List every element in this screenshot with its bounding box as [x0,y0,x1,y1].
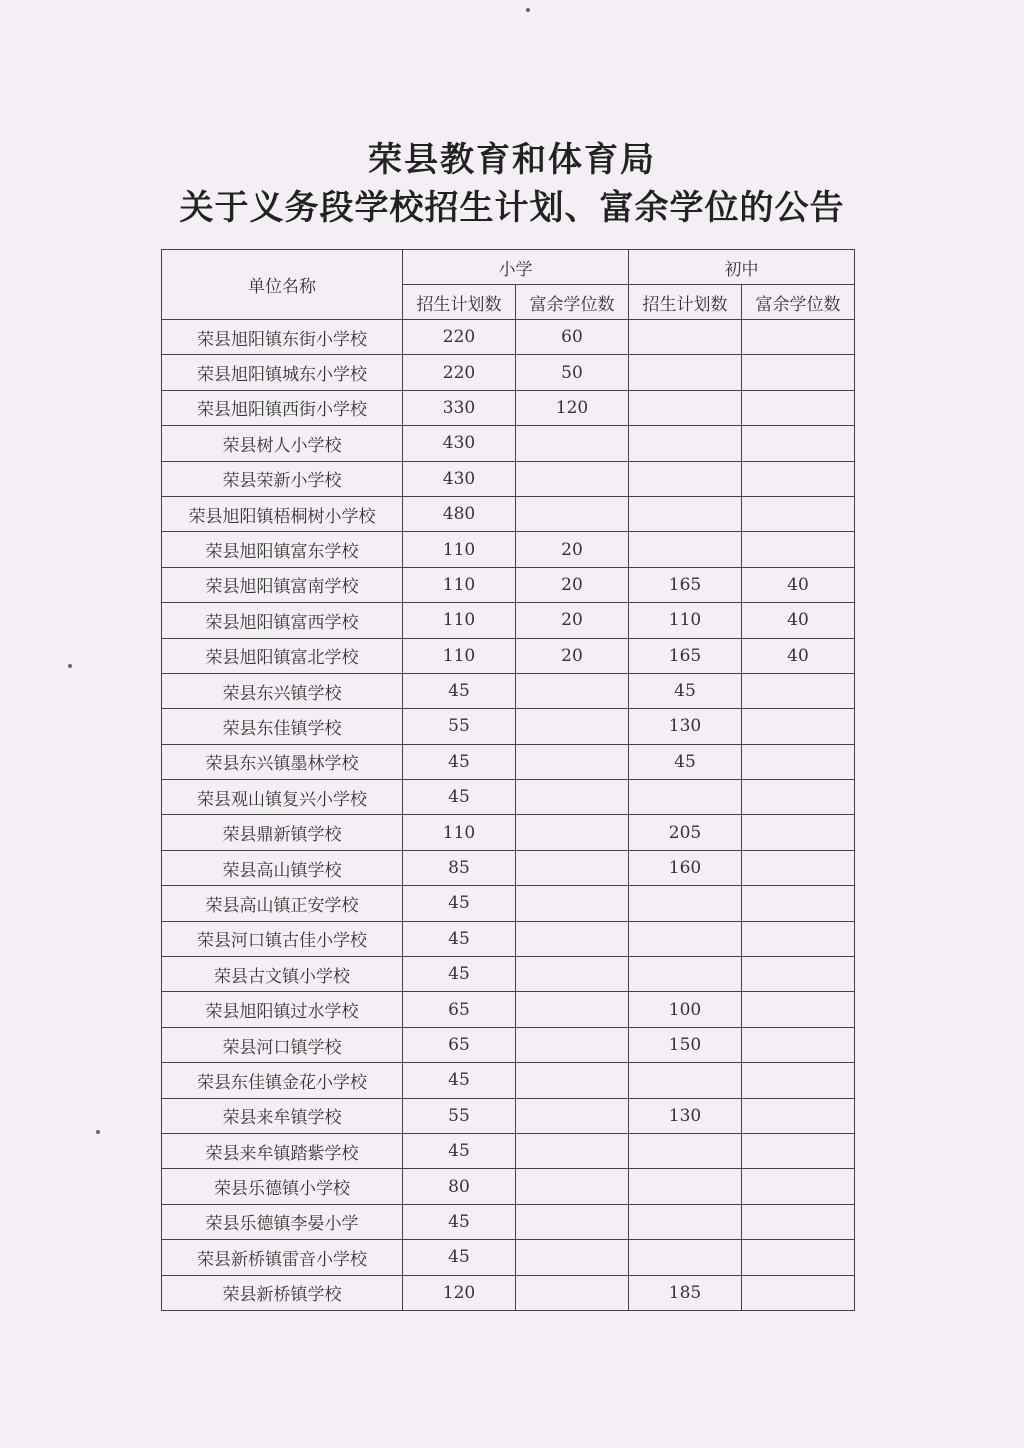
cell-primary-enroll-plan: 110 [403,815,516,850]
cell-junior-surplus-seats [742,426,855,461]
cell-junior-surplus-seats [742,1063,855,1098]
cell-junior-enroll-plan [629,532,742,567]
cell-junior-enroll-plan: 45 [629,744,742,779]
cell-junior-enroll-plan: 165 [629,638,742,673]
cell-junior-surplus-seats [742,850,855,885]
table-body [162,320,855,1311]
table-row [162,992,855,1027]
header-primary: 小学 [403,250,629,285]
cell-primary-enroll-plan: 45 [403,673,516,708]
scan-speck [96,1130,100,1134]
cell-junior-surplus-seats [742,815,855,850]
header-primary-surplus-seats: 富余学位数 [516,285,629,320]
cell-junior-surplus-seats [742,532,855,567]
cell-primary-surplus-seats [516,992,629,1027]
cell-junior-surplus-seats: 40 [742,638,855,673]
cell-primary-surplus-seats [516,709,629,744]
table-row [162,461,855,496]
table-row [162,1063,855,1098]
cell-school-name: 荣县河口镇古佳小学校 [162,921,403,956]
cell-primary-surplus-seats: 50 [516,355,629,390]
cell-school-name: 荣县旭阳镇富西学校 [162,603,403,638]
table-row [162,390,855,425]
table-row [162,567,855,602]
cell-junior-enroll-plan [629,355,742,390]
cell-primary-surplus-seats [516,461,629,496]
header-junior-enroll-plan: 招生计划数 [629,285,742,320]
table-row [162,603,855,638]
cell-junior-surplus-seats [742,1169,855,1204]
cell-school-name: 荣县高山镇学校 [162,850,403,885]
table-row [162,355,855,390]
cell-primary-enroll-plan: 65 [403,1027,516,1062]
cell-primary-enroll-plan: 45 [403,957,516,992]
cell-junior-surplus-seats [742,673,855,708]
cell-primary-enroll-plan: 110 [403,638,516,673]
cell-primary-surplus-seats [516,1275,629,1310]
header-unit-name: 单位名称 [162,250,403,320]
table-row [162,320,855,355]
cell-primary-enroll-plan: 55 [403,1098,516,1133]
cell-primary-surplus-seats [516,1098,629,1133]
cell-school-name: 荣县旭阳镇东街小学校 [162,320,403,355]
cell-primary-enroll-plan: 430 [403,426,516,461]
cell-primary-enroll-plan: 45 [403,744,516,779]
cell-junior-surplus-seats [742,992,855,1027]
cell-junior-surplus-seats [742,1098,855,1133]
cell-junior-surplus-seats [742,1133,855,1168]
cell-primary-enroll-plan: 80 [403,1169,516,1204]
cell-junior-enroll-plan [629,1169,742,1204]
cell-school-name: 荣县东兴镇墨林学校 [162,744,403,779]
cell-junior-surplus-seats [742,496,855,531]
cell-junior-enroll-plan: 150 [629,1027,742,1062]
header-junior: 初中 [629,250,855,285]
cell-junior-surplus-seats [742,1204,855,1239]
cell-junior-enroll-plan: 130 [629,709,742,744]
cell-junior-surplus-seats [742,744,855,779]
cell-primary-surplus-seats [516,426,629,461]
cell-junior-enroll-plan [629,886,742,921]
cell-junior-enroll-plan [629,921,742,956]
cell-junior-surplus-seats: 40 [742,603,855,638]
cell-primary-enroll-plan: 110 [403,532,516,567]
cell-primary-surplus-seats [516,1027,629,1062]
cell-school-name: 荣县东佳镇学校 [162,709,403,744]
cell-school-name: 荣县旭阳镇梧桐树小学校 [162,496,403,531]
cell-junior-surplus-seats [742,709,855,744]
cell-primary-enroll-plan: 220 [403,320,516,355]
enrollment-table [161,249,855,1311]
cell-junior-enroll-plan: 45 [629,673,742,708]
header-primary-enroll-plan: 招生计划数 [403,285,516,320]
table-row [162,673,855,708]
cell-school-name: 荣县来牟镇踏紫学校 [162,1133,403,1168]
cell-primary-enroll-plan: 330 [403,390,516,425]
cell-primary-enroll-plan: 45 [403,780,516,815]
cell-primary-enroll-plan: 65 [403,992,516,1027]
cell-school-name: 荣县东佳镇金花小学校 [162,1063,403,1098]
cell-junior-enroll-plan [629,1204,742,1239]
cell-primary-surplus-seats [516,1063,629,1098]
table-row [162,532,855,567]
cell-junior-enroll-plan: 205 [629,815,742,850]
cell-junior-surplus-seats [742,355,855,390]
cell-primary-enroll-plan: 430 [403,461,516,496]
cell-school-name: 荣县古文镇小学校 [162,957,403,992]
cell-primary-enroll-plan: 220 [403,355,516,390]
table-row [162,1098,855,1133]
cell-primary-surplus-seats: 20 [516,567,629,602]
cell-primary-surplus-seats: 20 [516,638,629,673]
cell-primary-enroll-plan: 110 [403,567,516,602]
cell-school-name: 荣县鼎新镇学校 [162,815,403,850]
cell-primary-surplus-seats [516,921,629,956]
table-row [162,850,855,885]
document-title: 荣县教育和体育局 [368,140,656,180]
cell-school-name: 荣县旭阳镇富南学校 [162,567,403,602]
cell-primary-enroll-plan: 85 [403,850,516,885]
cell-primary-surplus-seats [516,850,629,885]
table-row [162,426,855,461]
table-row [162,1204,855,1239]
cell-primary-surplus-seats [516,886,629,921]
cell-school-name: 荣县东兴镇学校 [162,673,403,708]
cell-school-name: 荣县旭阳镇富北学校 [162,638,403,673]
cell-school-name: 荣县新桥镇学校 [162,1275,403,1310]
cell-school-name: 荣县河口镇学校 [162,1027,403,1062]
document-subtitle: 关于义务段学校招生计划、富余学位的公告 [179,188,845,228]
cell-school-name: 荣县树人小学校 [162,426,403,461]
scan-speck [68,664,72,668]
cell-primary-enroll-plan: 45 [403,1204,516,1239]
cell-primary-enroll-plan: 45 [403,921,516,956]
cell-primary-surplus-seats: 20 [516,603,629,638]
cell-primary-surplus-seats [516,815,629,850]
cell-junior-surplus-seats [742,780,855,815]
table-row [162,815,855,850]
cell-junior-enroll-plan: 130 [629,1098,742,1133]
table-row [162,638,855,673]
cell-junior-enroll-plan: 100 [629,992,742,1027]
cell-primary-surplus-seats [516,957,629,992]
cell-primary-surplus-seats [516,744,629,779]
cell-school-name: 荣县高山镇正安学校 [162,886,403,921]
cell-junior-surplus-seats [742,921,855,956]
cell-primary-surplus-seats [516,1169,629,1204]
cell-junior-surplus-seats [742,1027,855,1062]
table-row [162,709,855,744]
cell-primary-surplus-seats [516,496,629,531]
cell-primary-surplus-seats [516,780,629,815]
table-row [162,1027,855,1062]
cell-junior-surplus-seats [742,957,855,992]
cell-primary-surplus-seats [516,673,629,708]
cell-junior-enroll-plan [629,461,742,496]
cell-school-name: 荣县旭阳镇西街小学校 [162,390,403,425]
cell-junior-surplus-seats [742,1240,855,1275]
cell-junior-enroll-plan [629,426,742,461]
cell-junior-enroll-plan [629,390,742,425]
scan-speck [526,8,530,12]
table-row [162,921,855,956]
cell-primary-enroll-plan: 120 [403,1275,516,1310]
table-row [162,1275,855,1310]
cell-junior-enroll-plan: 160 [629,850,742,885]
table-row [162,780,855,815]
table-row [162,1240,855,1275]
cell-primary-surplus-seats: 60 [516,320,629,355]
cell-school-name: 荣县新桥镇雷音小学校 [162,1240,403,1275]
cell-primary-enroll-plan: 55 [403,709,516,744]
cell-school-name: 荣县旭阳镇过水学校 [162,992,403,1027]
cell-junior-enroll-plan [629,1063,742,1098]
table-row [162,886,855,921]
cell-junior-enroll-plan [629,1240,742,1275]
cell-primary-enroll-plan: 110 [403,603,516,638]
cell-junior-enroll-plan: 165 [629,567,742,602]
table-row [162,957,855,992]
cell-junior-enroll-plan: 185 [629,1275,742,1310]
cell-primary-enroll-plan: 480 [403,496,516,531]
cell-primary-enroll-plan: 45 [403,886,516,921]
cell-school-name: 荣县来牟镇学校 [162,1098,403,1133]
cell-primary-enroll-plan: 45 [403,1063,516,1098]
cell-primary-surplus-seats: 120 [516,390,629,425]
header-junior-surplus-seats: 富余学位数 [742,285,855,320]
cell-school-name: 荣县乐德镇小学校 [162,1169,403,1204]
cell-school-name: 荣县旭阳镇富东学校 [162,532,403,567]
cell-junior-surplus-seats [742,390,855,425]
cell-junior-surplus-seats [742,1275,855,1310]
cell-school-name: 荣县荣新小学校 [162,461,403,496]
cell-junior-enroll-plan [629,780,742,815]
cell-school-name: 荣县观山镇复兴小学校 [162,780,403,815]
table-row [162,496,855,531]
cell-primary-enroll-plan: 45 [403,1240,516,1275]
cell-junior-surplus-seats [742,320,855,355]
cell-junior-enroll-plan [629,320,742,355]
cell-junior-surplus-seats [742,461,855,496]
cell-primary-surplus-seats: 20 [516,532,629,567]
cell-primary-surplus-seats [516,1240,629,1275]
cell-school-name: 荣县旭阳镇城东小学校 [162,355,403,390]
cell-primary-surplus-seats [516,1204,629,1239]
cell-junior-enroll-plan [629,957,742,992]
cell-junior-surplus-seats: 40 [742,567,855,602]
cell-primary-surplus-seats [516,1133,629,1168]
cell-junior-enroll-plan [629,1133,742,1168]
table-row [162,1133,855,1168]
cell-junior-enroll-plan: 110 [629,603,742,638]
cell-junior-enroll-plan [629,496,742,531]
cell-primary-enroll-plan: 45 [403,1133,516,1168]
table-row [162,1169,855,1204]
cell-school-name: 荣县乐德镇李晏小学 [162,1204,403,1239]
cell-junior-surplus-seats [742,886,855,921]
table-row [162,744,855,779]
